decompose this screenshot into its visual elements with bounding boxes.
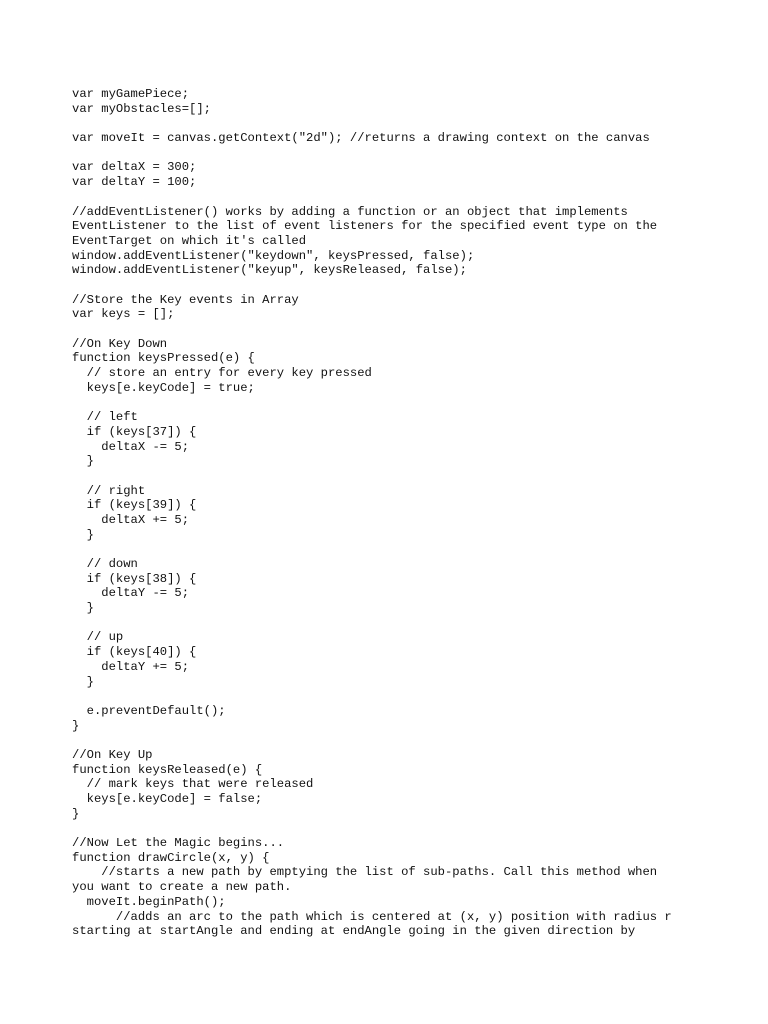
code-line: //Now Let the Magic begins... bbox=[72, 836, 285, 851]
code-line bbox=[72, 146, 712, 161]
code-line: e.preventDefault(); bbox=[72, 703, 226, 718]
code-line: EventListener to the list of event listeners for the specified event type on the bbox=[72, 219, 658, 234]
code-line bbox=[72, 278, 712, 293]
code-line: //addEventListener() works by adding a function or an object that implements bbox=[72, 204, 628, 219]
code-line: //On Key Down bbox=[72, 336, 168, 351]
code-line: deltaY -= 5; bbox=[72, 586, 190, 601]
code-line: //Store the Key events in Array bbox=[72, 292, 299, 307]
code-line: var keys = []; bbox=[72, 307, 175, 322]
code-line: } bbox=[72, 806, 80, 821]
code-line: moveIt.beginPath(); bbox=[72, 894, 226, 909]
code-line: } bbox=[72, 454, 94, 469]
code-line: function keysPressed(e) { bbox=[72, 351, 255, 366]
code-line: // right bbox=[72, 483, 146, 498]
code-line: } bbox=[72, 527, 94, 542]
code-line bbox=[72, 395, 712, 410]
code-line: function keysReleased(e) { bbox=[72, 762, 263, 777]
code-line: var deltaX = 300; bbox=[72, 160, 197, 175]
code-line bbox=[72, 542, 712, 557]
code-line: deltaX += 5; bbox=[72, 512, 190, 527]
code-line: // down bbox=[72, 557, 138, 571]
code-line: deltaY += 5; bbox=[72, 659, 190, 674]
code-line: // left bbox=[72, 410, 138, 425]
code-line: } bbox=[72, 718, 80, 733]
code-line bbox=[72, 190, 712, 205]
code-line: //On Key Up bbox=[72, 747, 153, 762]
code-line: var myGamePiece; bbox=[72, 87, 190, 101]
code-line: var moveIt = canvas.getContext("2d"); //returns a drawing context on the canvas bbox=[72, 131, 650, 146]
code-line: //starts a new path by emptying the list of sub-paths. Call this method when bbox=[72, 865, 658, 880]
code-line bbox=[72, 116, 712, 131]
code-line: window.addEventListener("keydown", keysPressed, false); bbox=[72, 248, 475, 263]
code-line: //adds an arc to the path which is centered at (x, y) position with radius r bbox=[72, 909, 672, 924]
code-line: if (keys[39]) { bbox=[72, 498, 197, 513]
code-line bbox=[72, 322, 712, 337]
code-line: keys[e.keyCode] = true; bbox=[72, 380, 255, 395]
code-line: } bbox=[72, 601, 94, 616]
code-line bbox=[72, 821, 712, 836]
code-line: var deltaY = 100; bbox=[72, 175, 197, 190]
code-line: } bbox=[72, 674, 94, 689]
code-line: // up bbox=[72, 630, 124, 645]
code-line bbox=[72, 616, 712, 631]
code-line bbox=[72, 733, 712, 748]
code-line: if (keys[40]) { bbox=[72, 645, 197, 660]
code-line: // mark keys that were released bbox=[72, 777, 314, 792]
code-line: if (keys[38]) { bbox=[72, 571, 197, 586]
code-line bbox=[72, 469, 712, 484]
code-listing bbox=[72, 87, 712, 939]
code-line: starting at startAngle and ending at endAngle going in the given direction by bbox=[72, 924, 636, 939]
code-line: you want to create a new path. bbox=[72, 880, 292, 895]
code-line: EventTarget on which it's called bbox=[72, 233, 307, 248]
code-line: keys[e.keyCode] = false; bbox=[72, 792, 263, 806]
code-line: var myObstacles=[]; bbox=[72, 101, 211, 116]
code-line: // store an entry for every key pressed bbox=[72, 366, 372, 381]
code-line: deltaX -= 5; bbox=[72, 439, 190, 454]
code-line: function drawCircle(x, y) { bbox=[72, 850, 270, 865]
code-line: if (keys[37]) { bbox=[72, 424, 197, 439]
code-line: window.addEventListener("keyup", keysReleased, false); bbox=[72, 263, 467, 278]
code-line bbox=[72, 689, 712, 704]
